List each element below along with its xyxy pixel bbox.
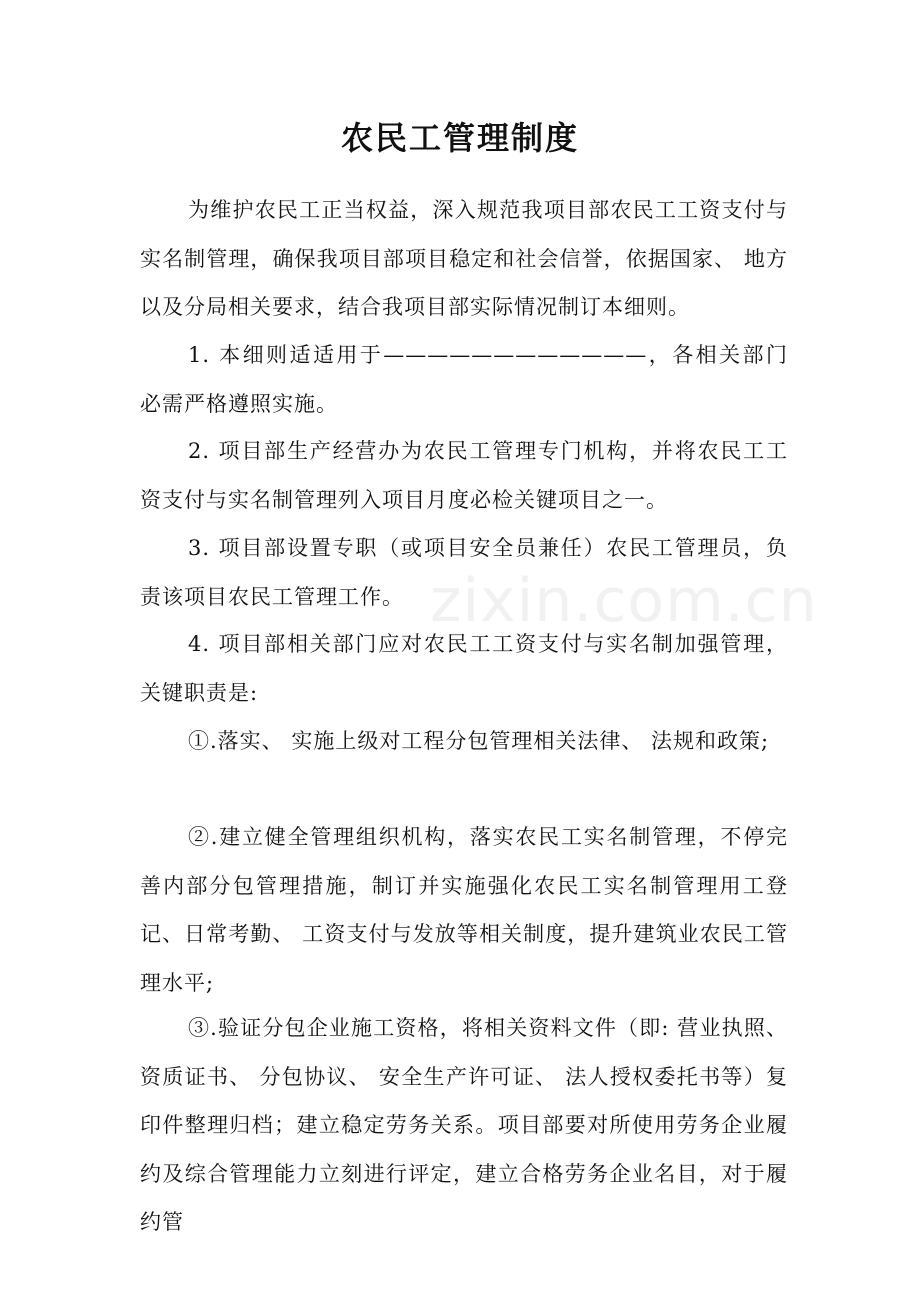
clause-4-paragraph: 4. 项目部相关部门应对农民工工资支付与实名制加强管理，关键职责是: [140, 632, 788, 705]
clause-1-paragraph: 1. 本细则适适用于————————————，各相关部门必需严格遵照实施。 [140, 343, 788, 416]
intro-paragraph: 为维护农民工正当权益，深入规范我项目部农民工工资支付与实名制管理，确保我项目部项目稳定和社会信誉，依据国家、 地方以及分局相关要求，结合我项目部实际情况制订本细则。 [140, 198, 788, 320]
duty-3-paragraph: ③.验证分包企业施工资格，将相关资料文件（即: 营业执照、 资质证书、 分包协议、 安全生产许可证、 法人授权委托书等）复印件整理归档；建立稳定劳务关系。项目部要对所使用劳务企业履约及综合管理能力立刻进行评定，建立合格劳务企业名目，对于履约管 [140, 1016, 788, 1235]
clause-3-paragraph: 3. 项目部设置专职（或项目安全员兼任）农民工管理员，负责该项目农民工管理工作。 [140, 536, 788, 609]
clause-2-paragraph: 2. 项目部生产经营办为农民工管理专门机构，并将农民工工资支付与实名制管理列入项目月度必检关键项目之一。 [140, 439, 788, 512]
duty-1-paragraph: ①.落实、 实施上级对工程分包管理相关法律、 法规和政策; [188, 729, 770, 753]
document-title: 农民工管理制度 [340, 119, 579, 157]
duty-2-paragraph: ②.建立健全管理组织机构，落实农民工实名制管理，不停完善内部分包管理措施，制订并实施强化农民工实名制管理用工登记、日常考勤、 工资支付与发放等相关制度，提升建筑业农民工管理水平; [140, 825, 788, 995]
site-watermark: zixin.com.cn [430, 566, 818, 636]
